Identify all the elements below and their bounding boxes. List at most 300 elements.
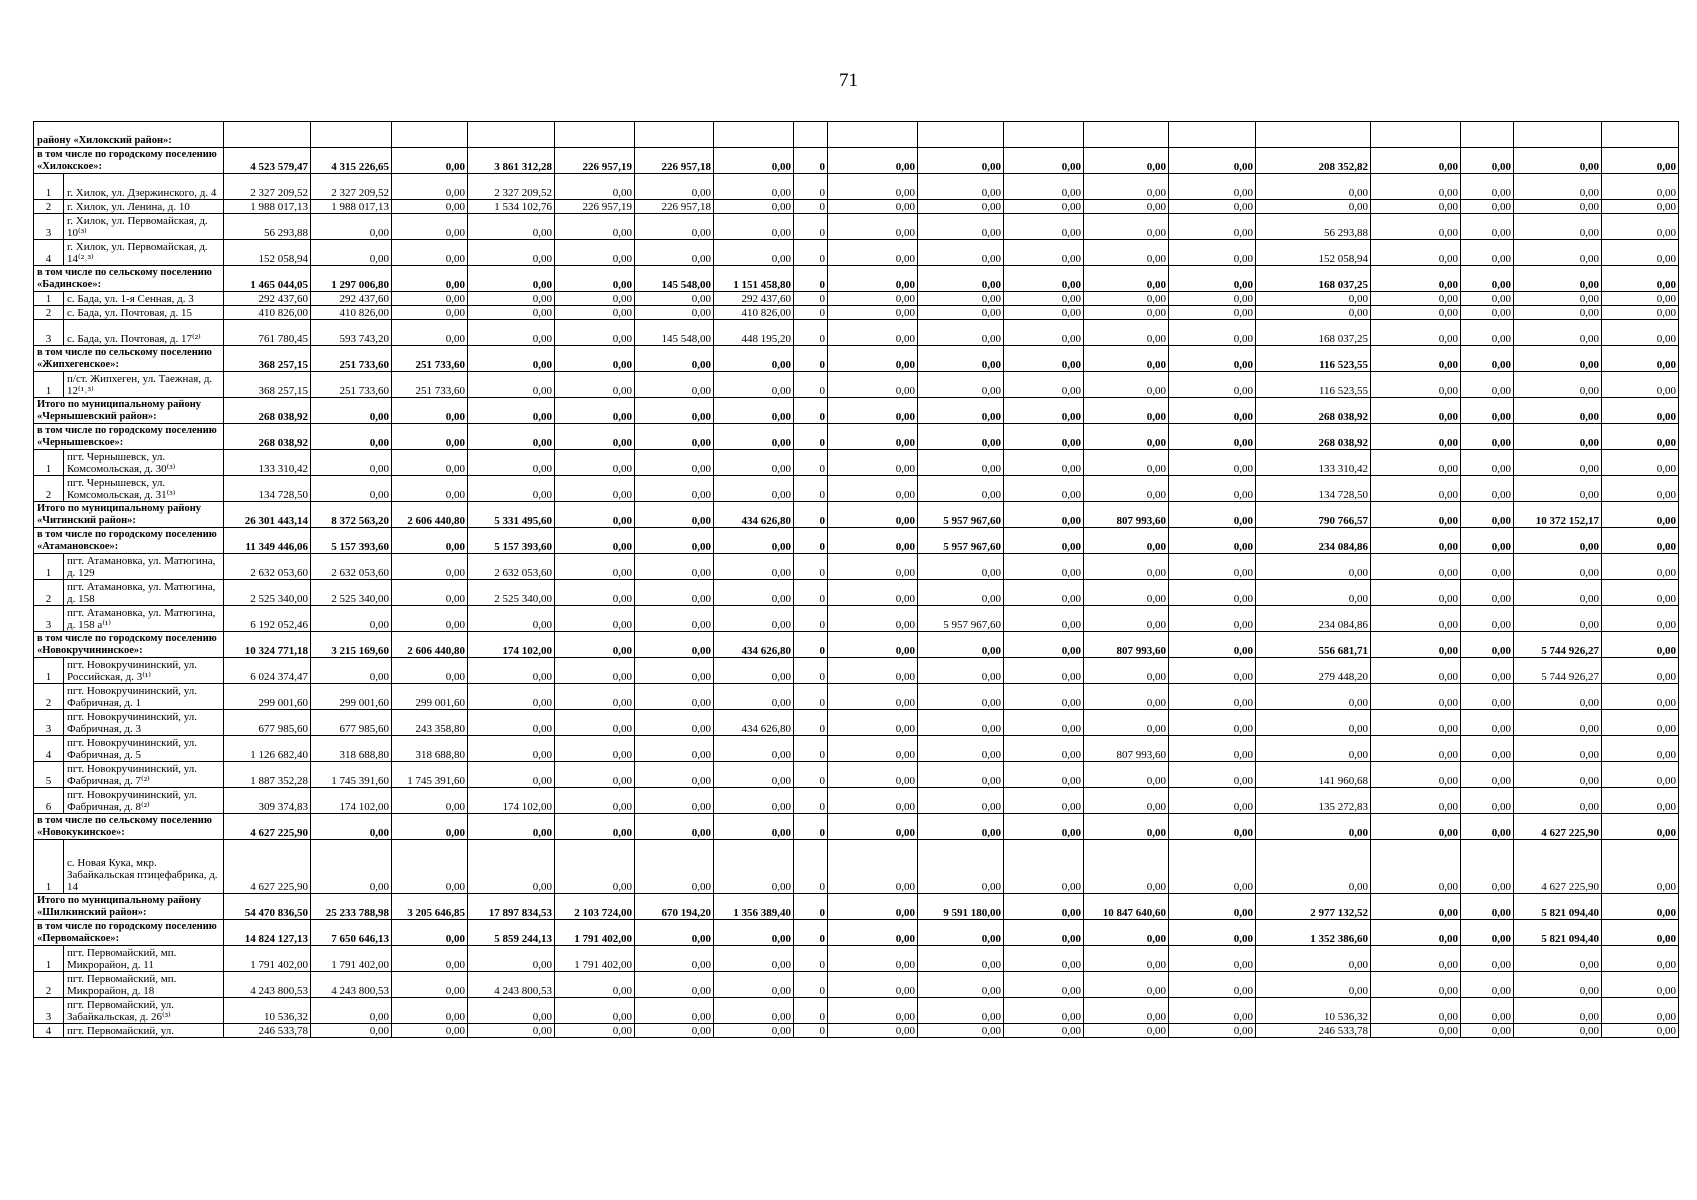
amount-cell: 0,00 <box>1256 554 1371 580</box>
amount-cell: 0,00 <box>635 292 714 306</box>
amount-cell: 5 744 926,27 <box>1514 658 1602 684</box>
amount-cell: 5 157 393,60 <box>468 528 555 554</box>
amount-cell: 0,00 <box>1169 502 1256 528</box>
amount-cell: 0,00 <box>1004 762 1084 788</box>
amount-cell: 0,00 <box>1371 502 1461 528</box>
table-row <box>34 998 1679 1024</box>
amount-cell: 0,00 <box>1004 788 1084 814</box>
amount-cell: 0,00 <box>1371 320 1461 346</box>
amount-cell: 0,00 <box>468 736 555 762</box>
amount-cell <box>1004 122 1084 148</box>
amount-cell: 0,00 <box>918 762 1004 788</box>
amount-cell: 0,00 <box>1371 554 1461 580</box>
amount-cell: 0,00 <box>1514 174 1602 200</box>
amount-cell: 0,00 <box>828 658 918 684</box>
amount-cell: 0,00 <box>1004 450 1084 476</box>
amount-cell: 251 733,60 <box>311 372 392 398</box>
amount-cell: 0,00 <box>828 450 918 476</box>
table-row <box>34 476 1679 502</box>
amount-cell: 434 626,80 <box>714 502 794 528</box>
address-cell: с. Бада, ул. Почтовая, д. 17⁽²⁾ <box>64 320 224 346</box>
amount-cell: 0,00 <box>1084 528 1169 554</box>
amount-cell: 0,00 <box>828 200 918 214</box>
amount-cell <box>918 122 1004 148</box>
amount-cell: 0,00 <box>918 632 1004 658</box>
amount-cell: 0,00 <box>1004 148 1084 174</box>
amount-cell: 0,00 <box>828 736 918 762</box>
table-row <box>34 762 1679 788</box>
amount-cell: 0,00 <box>1514 710 1602 736</box>
amount-cell: 0,00 <box>1514 528 1602 554</box>
amount-cell: 0,00 <box>1371 736 1461 762</box>
amount-cell: 0,00 <box>1084 200 1169 214</box>
amount-cell: 0,00 <box>468 450 555 476</box>
amount-cell: 318 688,80 <box>392 736 468 762</box>
amount-cell: 0,00 <box>1004 972 1084 998</box>
amount-cell: 0,00 <box>1514 266 1602 292</box>
amount-cell: 0,00 <box>1371 398 1461 424</box>
amount-cell: 0,00 <box>555 450 635 476</box>
amount-cell: 0,00 <box>311 814 392 840</box>
amount-cell: 677 985,60 <box>224 710 311 736</box>
address-cell: пгт. Атамановка, ул. Матюгина, д. 129 <box>64 554 224 580</box>
table-row <box>34 306 1679 320</box>
amount-cell: 0,00 <box>1004 306 1084 320</box>
amount-cell: 0,00 <box>1461 476 1514 502</box>
amount-cell: 251 733,60 <box>392 372 468 398</box>
amount-cell: 0,00 <box>1461 920 1514 946</box>
amount-cell: 807 993,60 <box>1084 632 1169 658</box>
address-cell: с. Новая Кука, мкр. Забайкальская птицефабрика, д. 14 <box>64 840 224 894</box>
address-cell: пгт. Первомайский, ул. Забайкальская, д. 26⁽³⁾ <box>64 998 224 1024</box>
amount-cell: 0,00 <box>1514 398 1602 424</box>
amount-cell: 0,00 <box>714 214 794 240</box>
row-index: 1 <box>34 946 64 972</box>
amount-cell: 1 887 352,28 <box>224 762 311 788</box>
amount-cell: 268 038,92 <box>1256 398 1371 424</box>
amount-cell: 0,00 <box>1461 762 1514 788</box>
address-cell: г. Хилок, ул. Ленина, д. 10 <box>64 200 224 214</box>
amount-cell: 4 627 225,90 <box>1514 840 1602 894</box>
amount-cell: 0,00 <box>1256 292 1371 306</box>
amount-cell: 11 349 446,06 <box>224 528 311 554</box>
amount-cell: 0 <box>794 292 828 306</box>
address-cell: пгт. Чернышевск, ул. Комсомольская, д. 31⁽³⁾ <box>64 476 224 502</box>
amount-cell: 0,00 <box>1461 946 1514 972</box>
amount-cell: 0,00 <box>1004 736 1084 762</box>
amount-cell: 208 352,82 <box>1256 148 1371 174</box>
amount-cell: 0 <box>794 450 828 476</box>
amount-cell: 168 037,25 <box>1256 320 1371 346</box>
amount-cell <box>1514 122 1602 148</box>
amount-cell: 0,00 <box>1514 200 1602 214</box>
amount-cell: 0,00 <box>1514 424 1602 450</box>
amount-cell: 0,00 <box>1461 450 1514 476</box>
amount-cell: 0,00 <box>635 814 714 840</box>
amount-cell: 0,00 <box>1371 710 1461 736</box>
amount-cell: 0,00 <box>1461 658 1514 684</box>
amount-cell: 0,00 <box>392 214 468 240</box>
amount-cell: 0 <box>794 306 828 320</box>
amount-cell: 5 331 495,60 <box>468 502 555 528</box>
amount-cell: 152 058,94 <box>1256 240 1371 266</box>
amount-cell: 0,00 <box>1514 292 1602 306</box>
amount-cell: 4 243 800,53 <box>311 972 392 998</box>
amount-cell: 0,00 <box>468 424 555 450</box>
amount-cell: 0,00 <box>1371 998 1461 1024</box>
amount-cell <box>224 122 311 148</box>
amount-cell: 0,00 <box>1004 372 1084 398</box>
amount-cell: 5 957 967,60 <box>918 606 1004 632</box>
amount-cell: 0 <box>794 998 828 1024</box>
amount-cell: 0,00 <box>555 658 635 684</box>
group-label: Итого по муниципальному району «Шилкинский район»: <box>34 894 224 920</box>
amount-cell: 0,00 <box>1461 240 1514 266</box>
amount-cell: 0,00 <box>1004 398 1084 424</box>
amount-cell: 0 <box>794 554 828 580</box>
amount-cell: 133 310,42 <box>224 450 311 476</box>
amount-cell: 0 <box>794 814 828 840</box>
amount-cell: 0,00 <box>1371 894 1461 920</box>
row-index: 1 <box>34 450 64 476</box>
amount-cell: 0,00 <box>918 580 1004 606</box>
amount-cell: 0,00 <box>918 710 1004 736</box>
amount-cell: 0,00 <box>918 1024 1004 1038</box>
amount-cell: 0 <box>794 1024 828 1038</box>
amount-cell: 0,00 <box>311 450 392 476</box>
amount-cell: 0,00 <box>635 946 714 972</box>
amount-cell: 0,00 <box>1084 998 1169 1024</box>
table-row <box>34 450 1679 476</box>
amount-cell: 0,00 <box>918 840 1004 894</box>
address-cell: пгт. Новокручининский, ул. Фабричная, д. 7⁽²⁾ <box>64 762 224 788</box>
amount-cell: 0,00 <box>1004 266 1084 292</box>
row-index: 2 <box>34 580 64 606</box>
amount-cell: 0,00 <box>1004 920 1084 946</box>
amount-cell: 54 470 836,50 <box>224 894 311 920</box>
group-total-row <box>34 894 1679 920</box>
amount-cell: 0,00 <box>311 998 392 1024</box>
amount-cell: 0,00 <box>555 606 635 632</box>
amount-cell: 0,00 <box>714 372 794 398</box>
amount-cell: 0,00 <box>1602 606 1679 632</box>
amount-cell <box>1256 122 1371 148</box>
amount-cell: 0 <box>794 580 828 606</box>
amount-cell: 0,00 <box>1602 200 1679 214</box>
amount-cell: 0,00 <box>392 814 468 840</box>
amount-cell: 0,00 <box>714 424 794 450</box>
amount-cell: 0,00 <box>555 684 635 710</box>
amount-cell: 0,00 <box>1004 710 1084 736</box>
amount-cell: 0,00 <box>1256 684 1371 710</box>
amount-cell: 7 650 646,13 <box>311 920 392 946</box>
amount-cell: 0,00 <box>714 346 794 372</box>
row-index: 3 <box>34 606 64 632</box>
amount-cell: 0,00 <box>1461 894 1514 920</box>
amount-cell: 0,00 <box>828 554 918 580</box>
amount-cell: 0,00 <box>555 320 635 346</box>
amount-cell <box>1169 122 1256 148</box>
amount-cell: 0,00 <box>1371 200 1461 214</box>
amount-cell: 0,00 <box>392 240 468 266</box>
amount-cell: 1 352 386,60 <box>1256 920 1371 946</box>
row-index: 4 <box>34 240 64 266</box>
amount-cell: 0,00 <box>1602 554 1679 580</box>
amount-cell: 1 791 402,00 <box>555 946 635 972</box>
amount-cell: 25 233 788,98 <box>311 894 392 920</box>
amount-cell <box>555 122 635 148</box>
amount-cell: 0,00 <box>1169 200 1256 214</box>
amount-cell: 0,00 <box>1602 946 1679 972</box>
amount-cell: 0,00 <box>1256 306 1371 320</box>
table-row <box>34 214 1679 240</box>
amount-cell: 0,00 <box>1514 240 1602 266</box>
amount-cell: 292 437,60 <box>224 292 311 306</box>
amount-cell: 246 533,78 <box>1256 1024 1371 1038</box>
amount-cell: 0,00 <box>392 424 468 450</box>
amount-cell: 410 826,00 <box>224 306 311 320</box>
amount-cell: 0,00 <box>1514 788 1602 814</box>
amount-cell: 0,00 <box>1169 306 1256 320</box>
amount-cell: 1 988 017,13 <box>224 200 311 214</box>
amount-cell: 0,00 <box>918 972 1004 998</box>
amount-cell: 0 <box>794 502 828 528</box>
amount-cell: 0,00 <box>555 554 635 580</box>
amount-cell: 0,00 <box>1602 528 1679 554</box>
amount-cell: 0,00 <box>1084 606 1169 632</box>
amount-cell: 0,00 <box>1514 606 1602 632</box>
amount-cell: 807 993,60 <box>1084 502 1169 528</box>
row-index: 1 <box>34 658 64 684</box>
amount-cell: 0,00 <box>1084 450 1169 476</box>
amount-cell: 0,00 <box>1371 840 1461 894</box>
amount-cell: 3 861 312,28 <box>468 148 555 174</box>
table-row <box>34 580 1679 606</box>
address-cell: пгт. Первомайский, мп. Микрорайон, д. 11 <box>64 946 224 972</box>
amount-cell: 0,00 <box>1084 346 1169 372</box>
group-label: в том числе по сельскому поселению «Новокукинское»: <box>34 814 224 840</box>
amount-cell: 0,00 <box>1084 554 1169 580</box>
amount-cell: 0,00 <box>392 946 468 972</box>
amount-cell: 0,00 <box>1004 476 1084 502</box>
amount-cell: 0,00 <box>635 424 714 450</box>
address-cell: г. Хилок, ул. Дзержинского, д. 4 <box>64 174 224 200</box>
amount-cell: 0,00 <box>918 174 1004 200</box>
group-label: в том числе по городскому поселению «Хилокское»: <box>34 148 224 174</box>
amount-cell: 0,00 <box>1602 1024 1679 1038</box>
amount-cell: 251 733,60 <box>311 346 392 372</box>
amount-cell <box>635 122 714 148</box>
amount-cell: 0,00 <box>1514 320 1602 346</box>
table-row <box>34 200 1679 214</box>
amount-cell: 410 826,00 <box>311 306 392 320</box>
amount-cell: 0,00 <box>635 606 714 632</box>
amount-cell: 0,00 <box>1514 736 1602 762</box>
amount-cell: 0 <box>794 840 828 894</box>
address-cell: с. Бада, ул. 1-я Сенная, д. 3 <box>64 292 224 306</box>
table-row <box>34 736 1679 762</box>
amount-cell: 0,00 <box>918 450 1004 476</box>
row-index: 2 <box>34 476 64 502</box>
amount-cell: 0,00 <box>1461 320 1514 346</box>
amount-cell: 0,00 <box>918 946 1004 972</box>
amount-cell: 0,00 <box>1461 200 1514 214</box>
amount-cell: 0,00 <box>1371 580 1461 606</box>
amount-cell: 0,00 <box>392 788 468 814</box>
amount-cell: 0,00 <box>1084 658 1169 684</box>
amount-cell: 0,00 <box>635 502 714 528</box>
amount-cell: 279 448,20 <box>1256 658 1371 684</box>
amount-cell: 0,00 <box>1602 306 1679 320</box>
amount-cell: 0,00 <box>311 840 392 894</box>
amount-cell: 0,00 <box>1169 632 1256 658</box>
amount-cell: 0,00 <box>828 320 918 346</box>
amount-cell: 0,00 <box>1169 972 1256 998</box>
amount-cell: 0,00 <box>714 528 794 554</box>
amount-cell: 0,00 <box>1461 372 1514 398</box>
amount-cell: 0,00 <box>918 306 1004 320</box>
amount-cell: 0,00 <box>1461 266 1514 292</box>
amount-cell: 0,00 <box>1169 710 1256 736</box>
amount-cell: 0,00 <box>555 710 635 736</box>
amount-cell: 0,00 <box>918 554 1004 580</box>
amount-cell <box>392 122 468 148</box>
amount-cell: 4 243 800,53 <box>224 972 311 998</box>
amount-cell: 0,00 <box>1371 814 1461 840</box>
amount-cell: 1 791 402,00 <box>224 946 311 972</box>
amount-cell: 0,00 <box>1602 502 1679 528</box>
amount-cell: 0,00 <box>714 946 794 972</box>
table-row <box>34 840 1679 894</box>
amount-cell: 0,00 <box>1461 606 1514 632</box>
amount-cell: 10 372 152,17 <box>1514 502 1602 528</box>
amount-cell: 0 <box>794 398 828 424</box>
amount-cell: 0,00 <box>1004 424 1084 450</box>
amount-cell: 0,00 <box>392 306 468 320</box>
amount-cell: 0 <box>794 320 828 346</box>
address-cell: пгт. Чернышевск, ул. Комсомольская, д. 30⁽³⁾ <box>64 450 224 476</box>
amount-cell: 0 <box>794 200 828 214</box>
amount-cell: 0,00 <box>918 684 1004 710</box>
amount-cell: 6 192 052,46 <box>224 606 311 632</box>
amount-cell: 2 606 440,80 <box>392 502 468 528</box>
amount-cell: 141 960,68 <box>1256 762 1371 788</box>
amount-cell: 0,00 <box>1169 346 1256 372</box>
amount-cell: 0,00 <box>1602 580 1679 606</box>
amount-cell: 0,00 <box>1169 398 1256 424</box>
amount-cell: 0,00 <box>1084 424 1169 450</box>
amount-cell: 0,00 <box>1461 814 1514 840</box>
amount-cell: 0,00 <box>1602 658 1679 684</box>
amount-cell: 0,00 <box>1169 214 1256 240</box>
amount-cell: 0,00 <box>1461 398 1514 424</box>
amount-cell: 0,00 <box>828 684 918 710</box>
amount-cell: 0,00 <box>311 476 392 502</box>
table-row <box>34 372 1679 398</box>
amount-cell: 174 102,00 <box>468 632 555 658</box>
amount-cell: 0,00 <box>828 528 918 554</box>
table-row <box>34 710 1679 736</box>
amount-cell: 0,00 <box>714 840 794 894</box>
amount-cell: 0,00 <box>714 174 794 200</box>
amount-cell: 0,00 <box>1602 972 1679 998</box>
amount-cell: 0,00 <box>1169 554 1256 580</box>
amount-cell: 0,00 <box>1004 240 1084 266</box>
amount-cell: 0,00 <box>1084 710 1169 736</box>
amount-cell: 0,00 <box>1169 998 1256 1024</box>
amount-cell: 0,00 <box>1084 814 1169 840</box>
amount-cell: 2 977 132,52 <box>1256 894 1371 920</box>
table-row <box>34 946 1679 972</box>
amount-cell: 434 626,80 <box>714 632 794 658</box>
amount-cell: 0,00 <box>555 788 635 814</box>
amount-cell: 0,00 <box>828 240 918 266</box>
address-cell: пгт. Новокручининский, ул. Фабричная, д. 8⁽²⁾ <box>64 788 224 814</box>
amount-cell: 0,00 <box>1371 292 1461 306</box>
amount-cell: 0,00 <box>1004 320 1084 346</box>
amount-cell: 0 <box>794 174 828 200</box>
amount-cell: 0,00 <box>311 214 392 240</box>
amount-cell: 0,00 <box>1461 788 1514 814</box>
amount-cell: 0,00 <box>1371 240 1461 266</box>
amount-cell: 0,00 <box>468 998 555 1024</box>
group-label: Итого по муниципальному району «Чернышевский район»: <box>34 398 224 424</box>
amount-cell: 0,00 <box>1461 174 1514 200</box>
amount-cell: 0,00 <box>1371 174 1461 200</box>
amount-cell: 0,00 <box>1084 266 1169 292</box>
amount-cell: 0,00 <box>392 292 468 306</box>
amount-cell: 1 297 006,80 <box>311 266 392 292</box>
amount-cell: 0,00 <box>1514 372 1602 398</box>
amount-cell: 0,00 <box>1371 1024 1461 1038</box>
amount-cell: 0 <box>794 148 828 174</box>
amount-cell: 0,00 <box>392 528 468 554</box>
group-label: в том числе по городскому поселению «Первомайское»: <box>34 920 224 946</box>
amount-cell: 0,00 <box>918 814 1004 840</box>
amount-cell: 0,00 <box>468 606 555 632</box>
amount-cell: 0,00 <box>1461 998 1514 1024</box>
amount-cell: 0,00 <box>1602 424 1679 450</box>
amount-cell <box>1371 122 1461 148</box>
amount-cell: 0,00 <box>468 306 555 320</box>
amount-cell: 0,00 <box>392 840 468 894</box>
group-total-row <box>34 502 1679 528</box>
amount-cell: 0,00 <box>1004 292 1084 306</box>
amount-cell: 0,00 <box>1256 840 1371 894</box>
amount-cell: 0,00 <box>714 1024 794 1038</box>
amount-cell: 0,00 <box>1004 528 1084 554</box>
amount-cell: 10 847 640,60 <box>1084 894 1169 920</box>
amount-cell: 10 536,32 <box>1256 998 1371 1024</box>
amount-cell: 0,00 <box>1084 684 1169 710</box>
amount-cell: 0,00 <box>1461 424 1514 450</box>
amount-cell: 0,00 <box>1461 528 1514 554</box>
amount-cell: 0,00 <box>918 398 1004 424</box>
amount-cell: 0,00 <box>555 292 635 306</box>
amount-cell: 0,00 <box>635 632 714 658</box>
amount-cell: 0,00 <box>635 998 714 1024</box>
amount-cell: 0,00 <box>1371 972 1461 998</box>
amount-cell: 0,00 <box>828 148 918 174</box>
row-index: 3 <box>34 320 64 346</box>
amount-cell: 0,00 <box>1514 306 1602 320</box>
amount-cell: 0,00 <box>1514 554 1602 580</box>
amount-cell: 0,00 <box>635 788 714 814</box>
amount-cell: 0,00 <box>1371 528 1461 554</box>
amount-cell: 2 632 053,60 <box>311 554 392 580</box>
amount-cell: 0,00 <box>918 424 1004 450</box>
amount-cell: 2 103 724,00 <box>555 894 635 920</box>
